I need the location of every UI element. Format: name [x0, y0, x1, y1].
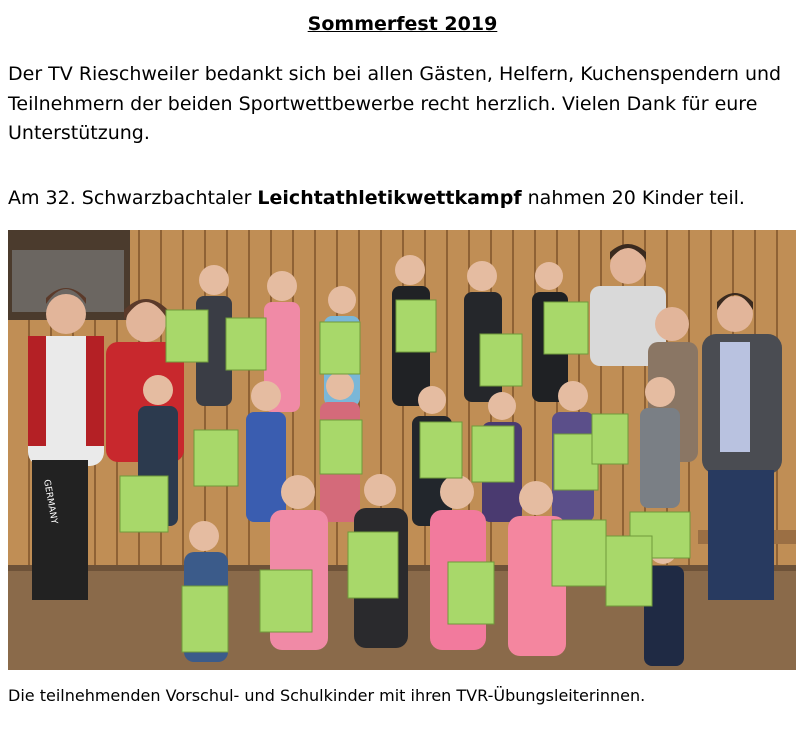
participants-text-end: nahmen 20 Kinder teil. [521, 187, 745, 209]
page-title: Sommerfest 2019 [307, 13, 498, 35]
group-photo [8, 230, 796, 670]
participants-paragraph [8, 184, 800, 214]
photo-caption: Die teilnehmenden Vorschul- und Schulkinder mit ihren TVR-Übungsleiterinnen. [8, 686, 646, 705]
shirt-print: GERMANY [41, 478, 59, 525]
participants-text-bold: Leichtathletikwettkampf [257, 187, 522, 209]
thank-you-paragraph: Der TV Rieschweiler bedankt sich bei allen Gästen, Helfern, Kuchenspendern und Teilnehmern der beiden Sportwettbewerbe recht herzlich. Vielen Dank für eure Unterstützung. [8, 63, 782, 144]
participants-text-start: Am 32. Schwarzbachtaler [8, 187, 258, 209]
group-photo-illustration [8, 230, 796, 670]
